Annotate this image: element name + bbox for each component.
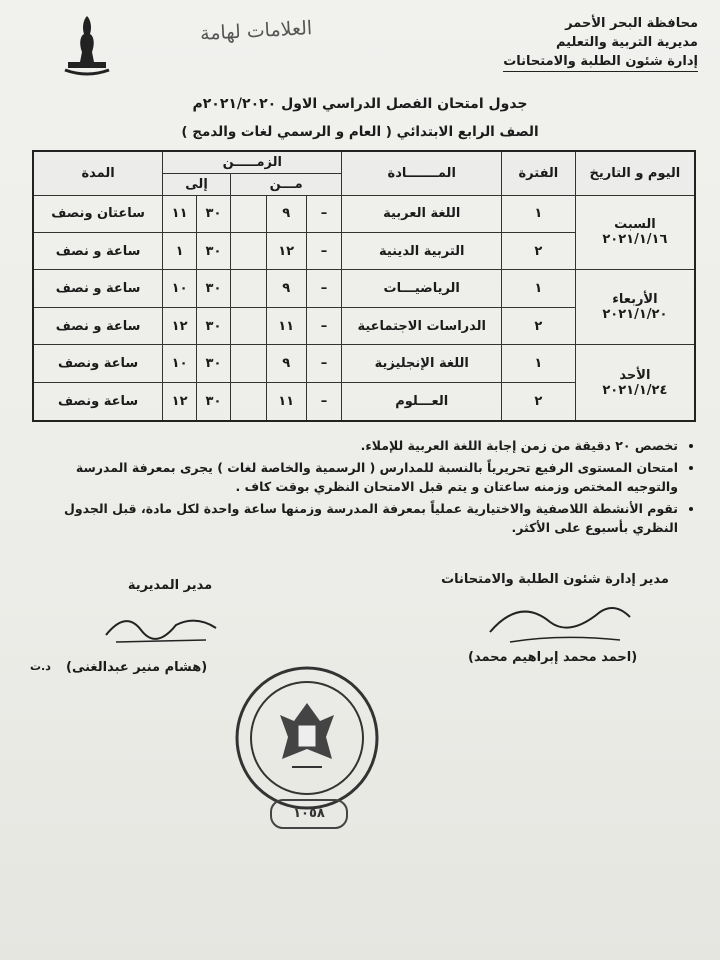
day-name: الأربعاء [612, 292, 658, 308]
director-signature-scribble [96, 600, 236, 650]
to-hour: ١٠ [163, 270, 197, 307]
from-hour: ٩ [266, 345, 306, 382]
official-seal-icon [232, 663, 382, 813]
duration-cell: ساعة و نصف [33, 232, 163, 269]
table-row [33, 270, 695, 307]
to-hour: ١٠ [163, 345, 197, 382]
header-from: مـــن [230, 173, 342, 195]
duration-cell: ساعة ونصف [33, 345, 163, 382]
time-dash: – [306, 232, 342, 269]
from-hour: ١٢ [266, 232, 306, 269]
department-manager-title: مدير إدارة شئون الطلبة والامتحانات [441, 572, 669, 587]
to-hour: ١٢ [163, 307, 197, 344]
note-item: • تقوم الأنشطة اللاصفية والاختيارية عملياً بمعرفة المدرسة وزمنها ساعة واحدة لكل مادة، قبل الجدول النظري بأسبوع على الأكثر. [22, 499, 678, 537]
header-day-date: اليوم و التاريخ [575, 151, 695, 195]
to-hour: ١٢ [163, 382, 197, 421]
header-subject: المـــــــادة [342, 151, 502, 195]
page-title: جدول امتحان الفصل الدراسي الاول ٢٠٢١/٢٠٢٠م [192, 96, 528, 112]
to-minute: ٣٠ [197, 195, 231, 232]
day-cell [575, 270, 695, 345]
from-spacer [230, 345, 266, 382]
period-cell: ٢ [501, 232, 575, 269]
time-dash: – [306, 270, 342, 307]
subject-cell: العـــلوم [342, 382, 502, 421]
from-spacer [230, 307, 266, 344]
time-dash: – [306, 195, 342, 232]
to-hour: ١١ [163, 195, 197, 232]
header-to: إلى [163, 173, 231, 195]
director-name: (هشام منير عبدالغنى) [66, 660, 208, 675]
period-cell: ٢ [501, 382, 575, 421]
manager-signature-scribble [470, 592, 640, 652]
ministry-logo [62, 12, 112, 78]
day-cell [575, 345, 695, 421]
from-hour: ١١ [266, 382, 306, 421]
from-spacer [230, 270, 266, 307]
stamp-number: ١٠٥٨ [270, 799, 348, 829]
time-dash: – [306, 345, 342, 382]
from-spacer [230, 195, 266, 232]
subject-cell: الدراسات الاجتماعية [342, 307, 502, 344]
period-cell: ١ [501, 345, 575, 382]
duration-cell: ساعة ونصف [33, 382, 163, 421]
handwritten-note: العلامات لهامة [199, 17, 313, 45]
director-name-suffix: د.ت [30, 660, 51, 673]
period-cell: ٢ [501, 307, 575, 344]
table-row [33, 195, 695, 232]
day-name: السبت [614, 217, 656, 233]
day-date: ٢٠٢١/١/٢٤ [602, 382, 668, 398]
header-time: الزمـــــن [163, 151, 342, 173]
subject-cell: الرياضيـــات [342, 270, 502, 307]
period-cell: ١ [501, 195, 575, 232]
from-hour: ٩ [266, 195, 306, 232]
subject-cell: التربية الدينية [342, 232, 502, 269]
day-cell [575, 195, 695, 270]
director-signature-title: مدير المديرية [127, 578, 213, 593]
directorate-label: مديرية التربية والتعليم [555, 35, 698, 50]
time-dash: – [306, 382, 342, 421]
header-period: الفترة [501, 151, 575, 195]
duration-cell: ساعتان ونصف [33, 195, 163, 232]
exam-schedule-table [32, 150, 696, 422]
duration-cell: ساعة و نصف [33, 270, 163, 307]
time-dash: – [306, 307, 342, 344]
governorate-label: محافظة البحر الأحمر [565, 16, 698, 31]
page-subtitle: الصف الرابع الابتدائي ( العام و الرسمي لغات والدمج ) [181, 124, 539, 140]
to-minute: ٣٠ [197, 307, 231, 344]
day-date: ٢٠٢١/١/١٦ [602, 232, 668, 248]
to-minute: ٣٠ [197, 345, 231, 382]
notes-section [22, 436, 692, 540]
to-hour: ١ [163, 232, 197, 269]
header-duration: المدة [33, 151, 163, 195]
day-date: ٢٠٢١/١/٢٠ [602, 307, 668, 323]
duration-cell: ساعة و نصف [33, 307, 163, 344]
subject-cell: اللغة الإنجليزية [342, 345, 502, 382]
table-row [33, 345, 695, 382]
to-minute: ٣٠ [197, 232, 231, 269]
header-block [503, 14, 698, 72]
note-item: • تخصص ٢٠ دقيقة من زمن إجابة اللغة العربية للإملاء. [22, 436, 678, 455]
department-label: إدارة شئون الطلبة والامتحانات [503, 52, 698, 72]
note-item: • امتحان المستوى الرفيع تحريرياً بالنسبة للمدارس ( الرسمية والخاصة لغات ) يجرى بمعرفة المدرسة والتوجيه المختص وزمنه ساعتان و يتم قبل الامتحان النظري بوقت كاف . [22, 458, 678, 496]
day-name: الأحد [619, 367, 651, 383]
subject-cell: اللغة العربية [342, 195, 502, 232]
from-spacer [230, 232, 266, 269]
from-hour: ٩ [266, 270, 306, 307]
from-hour: ١١ [266, 307, 306, 344]
to-minute: ٣٠ [197, 270, 231, 307]
period-cell: ١ [501, 270, 575, 307]
from-spacer [230, 382, 266, 421]
to-minute: ٣٠ [197, 382, 231, 421]
manager-name: (احمد محمد إبراهيم محمد) [468, 650, 638, 665]
